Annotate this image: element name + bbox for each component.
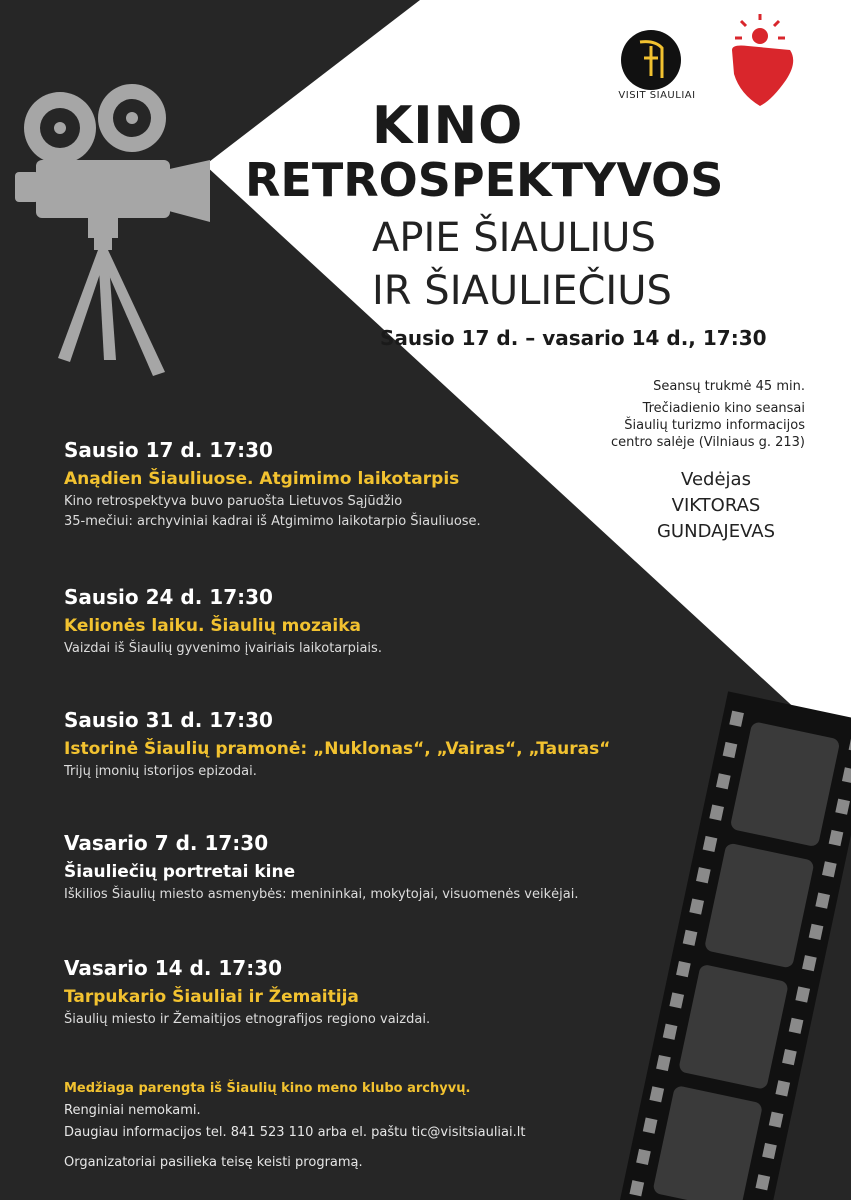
event-item [64,829,684,905]
date-range: Sausio 17 d. – vasario 14 d., 17:30 [380,326,767,350]
footer-disclaimer: Organizatoriai pasilieka teisę keisti programą. [64,1155,363,1170]
title-line-2: RETROSPEKTYVOS [245,153,724,207]
subtitle-line-2: IR ŠIAULIEČIUS [372,268,672,314]
visit-siauliai-logo-icon [621,30,681,90]
event-date: Vasario 7 d. 17:30 [64,831,269,855]
event-title: Tarpukario Šiauliai ir Žemaitija [64,987,359,1007]
host-name-line-1: VIKTORAS [671,495,761,516]
event-description: Kino retrospektyva buvo paruošta Lietuvos Sąjūdžio [64,494,403,509]
event-title: Istorinė Šiaulių pramonė: „Nuklonas“, „Vairas“, „Tauras“ [64,739,611,759]
venue-info-line-1: Trečiadienio kino seansai [642,401,805,416]
host-name-line-2: GUNDAJEVAS [656,521,776,542]
event-date: Sausio 17 d. 17:30 [64,438,273,462]
venue-info-line-3: centro salėje (Vilniaus g. 213) [611,435,805,450]
host-label: Vedėjas [681,469,751,490]
event-date: Sausio 31 d. 17:30 [64,708,273,732]
event-title: Šiauliečių portretai kine [64,862,296,882]
event-description: Trijų įmonių istorijos epizodai. [64,764,257,779]
event-item [64,954,684,1030]
event-title: Kelionės laiku. Šiaulių mozaika [64,616,362,636]
visit-siauliai-logo-label: VISIT ŠIAULIAI [618,90,696,101]
event-date: Sausio 24 d. 17:30 [64,585,273,609]
event-description: 35-mečiui: archyviniai kadrai iš Atgimimo laikotarpio Šiauliuose. [64,514,481,529]
film-projector-icon [15,84,210,376]
event-description: Iškilios Šiaulių miesto asmenybės: menininkai, mokytojai, visuomenės veikėjai. [64,887,579,902]
venue-info-line-2: Šiaulių turizmo informacijos [624,418,805,433]
event-description: Vaizdai iš Šiaulių gyvenimo įvairiais laikotarpiais. [64,641,382,656]
event-item [64,583,684,659]
event-date: Vasario 14 d. 17:30 [64,956,283,980]
footer-free: Renginiai nemokami. [64,1103,201,1118]
footer-source: Medžiaga parengta iš Šiaulių kino meno klubo archyvų. [64,1081,471,1096]
duration-info: Seansų trukmė 45 min. [653,379,805,394]
event-description: Šiaulių miesto ir Žemaitijos etnografijos regiono vaizdai. [64,1012,431,1027]
title-line-1: KINO [372,96,524,156]
subtitle-line-1: APIE ŠIAULIUS [372,215,656,261]
event-title: Anądien Šiauliuose. Atgimimo laikotarpis [64,469,460,489]
footer-contact: Daugiau informacijos tel. 841 523 110 arba el. paštu tic@visitsiauliai.lt [64,1125,526,1140]
event-item [64,706,684,782]
event-item [64,436,684,532]
